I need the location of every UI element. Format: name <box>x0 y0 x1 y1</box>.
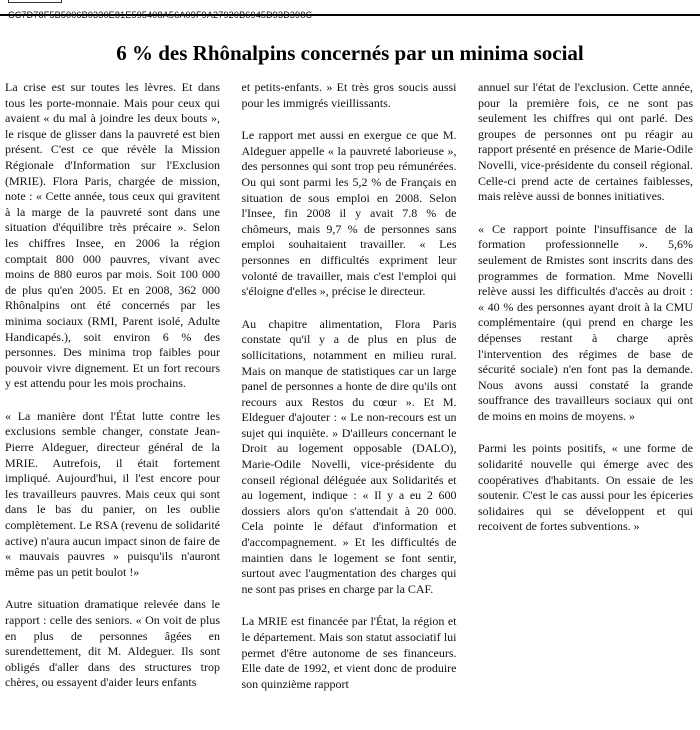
paragraph: Parmi les points positifs, « une forme de solidarité nouvelle qui émerge avec des coopératives d'habitants. On essaie de les soutenir. C'est le cas aussi pour les épiceries solidaires qui se développent et qui recoivent de fortes subventions. » <box>478 441 693 534</box>
paragraph: Autre situation dramatique relevée dans le rapport : celle des seniors. « On voit de plus en plus de personnes âgées en surendettement, dit M. Aldeguer. Ils sont obligés d'aller dans des structures trop chères, ou essayent d'aider leurs enfants <box>5 597 220 690</box>
top-tab-fragment <box>8 0 62 3</box>
column-2 <box>242 80 457 725</box>
document-id: CC7D78F5B5006B0330E81E595408A56A09F9A27920B6945D93D398C <box>8 10 313 20</box>
paragraph: La crise est sur toutes les lèvres. Et dans tous les porte-monnaie. Mais pour ceux qui avaient « du mal à joindre les deux bouts », le risque de glisser dans la pauvreté est bien présent. C'est ce que révèle la Mission Régionale d'Information sur l'Exclusion (MRIE). Flora Paris, chargée de mission, note : « Cette année, tous ceux qui gravitent à la marge de la pauvreté sont dans une situation d'équilibre très précaire ». Selon les chiffres Insee, en 2006 la région comptait 800 000 pauvres, vivant avec moins de 880 euros par mois. Soit 100 000 de plus qu'en 2005. Et en 2008, 362 000 Rhônalpins ont été concernés par les minima sociaux (RMI, Parent isolé, Adulte Handicapés.), soit environ 6 % des personnes. Des minima trop faibles pour pouvoir vivre dignement. Et un fort recours y est attendu pour les mois prochains. <box>5 80 220 391</box>
article-body <box>5 80 693 725</box>
column-3 <box>478 80 693 725</box>
column-1 <box>5 80 220 725</box>
paragraph: Au chapitre alimentation, Flora Paris constate qu'il y a de plus en plus de sollicitations, notamment en milieu rural. Mais on manque de statistiques car un large panel de personnes a honte de dire qu'ils ont recours aux Restos du cœur ». Et M. Eldeguer d'ajouter : « Le non-recours est un sujet qui inquiète. » D'ailleurs concernant le Droit au logement opposable (DALO), Marie-Odile Novelli, vice-présidente du conseil régional déléguée aux Solidarités et au logement, indique : « Il y a eu 2 600 dossiers alors qu'on s'attendait à 20 000. Cela pointe le défaut d'information et d'accompagnement. » Et les difficultés de maintien dans le logement se font sentir, surtout avec l'augmentation des charges qui ne sont pas prises en charge par la CAF. <box>241 316 457 596</box>
paragraph: « Ce rapport pointe l'insuffisance de la formation professionnelle ». 5,6% seulement de Rmistes sont inscrits dans des programmes de formation. Mme Novelli relève aussi les difficultés d'accès au droit : « 40 % des personnes ayant droit à la CMU complémentaire (qui prend en charge les dépenses restant à charge après l'intervention des régimes de base de sécurité sociale) n'en font pas la demande. Nous avons aussi constaté la grande souffrance des travailleurs sociaux qui ont de moins en moins de moyens. » <box>478 221 693 423</box>
paragraph: La MRIE est financée par l'État, la région et le département. Mais son statut associatif lui permet d'être autonome de ses financeurs. Elle date de 1992, et vient donc de produire son quinzième rapport <box>241 614 457 691</box>
paragraph: annuel sur l'état de l'exclusion. Cette année, pour la première fois, ce ne sont pas seulement les chiffres qui ont parlé. Des groupes de personnes ont pu réagir au rapport présenté en présence de Marie-Odile Novelli, vice-présidente du conseil régional. Celle-ci prend acte de certaines faiblesses, mais relève aussi de bonnes initiatives. <box>478 80 693 204</box>
paragraph: et petits-enfants. » Et très gros soucis aussi pour les immigrés vieillissants. <box>241 80 457 110</box>
paragraph: « La manière dont l'État lutte contre les exclusions semble changer, constate Jean-Pierre Aldeguer, directeur général de la MRIE. Autrefois, il était fortement impliqué. Aujourd'hui, il l'est encore pour les travailleurs pauvres. Mais ceux qui sont dans le bas du panier, on les oublie complètement. Le RSA (revenu de solidarité active) n'aura aucun impact sinon de faire de « mauvais pauvres » puisqu'ils n'auront même pas un petit boulot !» <box>5 408 220 579</box>
paragraph: Le rapport met aussi en exergue ce que M. Aldeguer appelle « la pauvreté laborieuse », des personnes qui sont trop peu rémunérées. Ou qui sont parmi les 5,2 % de Français en situation de sous emploi en 2008. Selon l'Insee, fin 2008 il y avait 7.8 % de chômeurs, mais 9,7 % de personnes sans emploi souhaitaient travailler. « Les personnes en difficultés expriment leur volonté de travailler, mais c'est l'emploi qui s'éloigne d'elles », précise le directeur. <box>241 128 457 299</box>
article-title: 6 % des Rhônalpins concernés par un minima social <box>116 41 584 66</box>
